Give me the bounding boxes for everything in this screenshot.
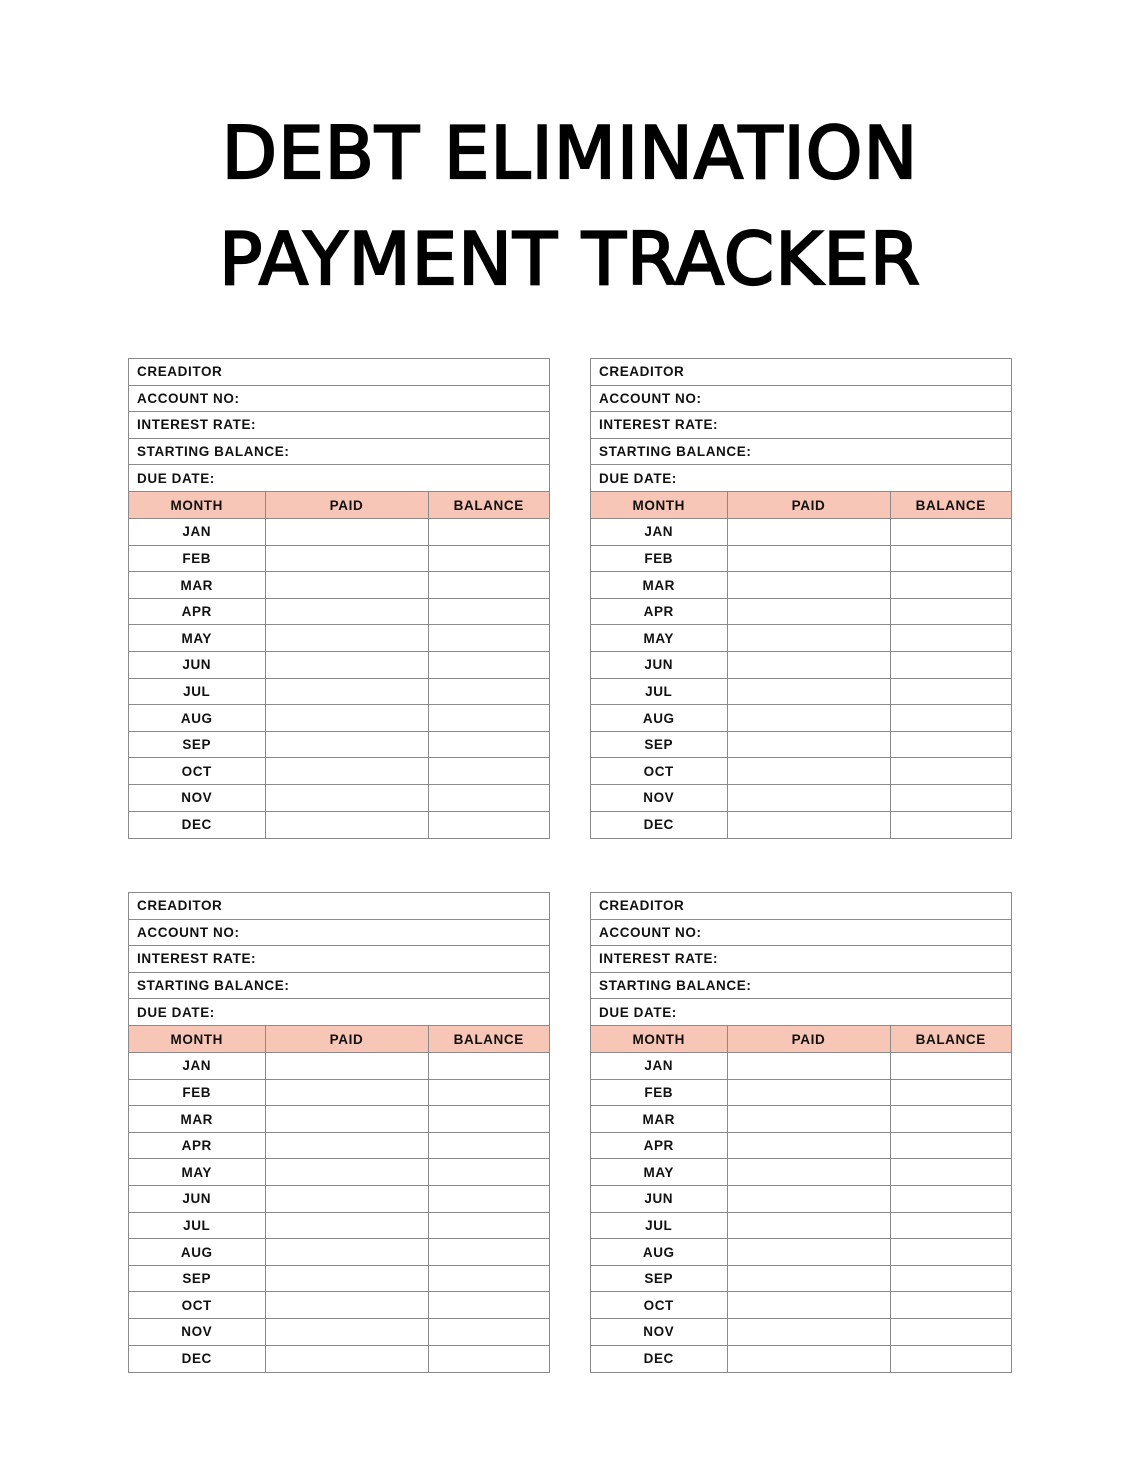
month-cell: MAR <box>129 572 265 599</box>
starting-balance-field[interactable] <box>129 973 549 1000</box>
paid-cell[interactable] <box>265 705 428 732</box>
month-cell: NOV <box>591 1319 727 1346</box>
table-header-row <box>591 492 1011 519</box>
creditor-field-label: CREADITOR <box>599 364 685 380</box>
account-number-field[interactable] <box>129 920 549 947</box>
month-cell: MAY <box>591 1159 727 1186</box>
table-row <box>129 519 549 546</box>
balance-cell[interactable] <box>890 1159 1011 1186</box>
table-row <box>591 1053 1011 1080</box>
table-row <box>591 731 1011 758</box>
account-number-field-label: ACCOUNT NO: <box>137 924 240 940</box>
paid-cell[interactable] <box>265 545 428 572</box>
paid-cell[interactable] <box>265 1132 428 1159</box>
month-cell: AUG <box>129 1239 265 1266</box>
column-header-paid: PAID <box>265 1026 428 1053</box>
paid-cell[interactable] <box>265 1106 428 1133</box>
balance-cell[interactable] <box>890 678 1011 705</box>
paid-cell[interactable] <box>727 785 890 812</box>
column-header-balance: BALANCE <box>428 1026 549 1053</box>
paid-cell[interactable] <box>727 1106 890 1133</box>
table-row <box>591 1106 1011 1133</box>
month-cell: DEC <box>591 811 727 838</box>
interest-rate-field[interactable] <box>129 412 549 439</box>
balance-cell[interactable] <box>890 785 1011 812</box>
table-row <box>129 572 549 599</box>
table-header-row <box>129 492 549 519</box>
table-row <box>591 1159 1011 1186</box>
creditor-field[interactable] <box>591 359 1011 386</box>
balance-cell[interactable] <box>428 1212 549 1239</box>
creditor-field-label: CREADITOR <box>137 364 223 380</box>
paid-cell[interactable] <box>265 1212 428 1239</box>
month-cell: APR <box>129 1132 265 1159</box>
table-row <box>129 1319 549 1346</box>
month-cell: DEC <box>591 1345 727 1372</box>
creditor-field-label: CREADITOR <box>137 898 223 914</box>
month-cell: JAN <box>591 1053 727 1080</box>
table-row <box>129 1345 549 1372</box>
debt-tracker <box>128 892 550 1373</box>
month-cell: NOV <box>129 785 265 812</box>
balance-cell[interactable] <box>890 731 1011 758</box>
paid-cell[interactable] <box>727 625 890 652</box>
balance-cell[interactable] <box>890 1186 1011 1213</box>
interest-rate-field[interactable] <box>591 946 1011 973</box>
table-row <box>591 1319 1011 1346</box>
month-cell: AUG <box>591 705 727 732</box>
month-cell: FEB <box>591 545 727 572</box>
column-header-paid: PAID <box>727 1026 890 1053</box>
table-row <box>591 519 1011 546</box>
paid-cell[interactable] <box>727 1159 890 1186</box>
month-cell: JAN <box>591 519 727 546</box>
starting-balance-field-label: STARTING BALANCE: <box>599 444 752 460</box>
month-cell: MAR <box>129 1106 265 1133</box>
account-number-field[interactable] <box>591 386 1011 413</box>
balance-cell[interactable] <box>428 1186 549 1213</box>
due-date-field-label: DUE DATE: <box>599 1004 677 1020</box>
balance-cell[interactable] <box>890 572 1011 599</box>
paid-cell[interactable] <box>265 1053 428 1080</box>
balance-cell[interactable] <box>890 1106 1011 1133</box>
due-date-field[interactable] <box>591 999 1011 1026</box>
due-date-field-label: DUE DATE: <box>137 470 215 486</box>
balance-cell[interactable] <box>890 758 1011 785</box>
month-cell: DEC <box>129 1345 265 1372</box>
column-header-balance: BALANCE <box>428 492 549 519</box>
paid-cell[interactable] <box>265 731 428 758</box>
paid-cell[interactable] <box>727 705 890 732</box>
balance-cell[interactable] <box>428 1132 549 1159</box>
interest-rate-field-label: INTEREST RATE: <box>137 417 257 433</box>
paid-cell[interactable] <box>727 731 890 758</box>
table-row <box>129 625 549 652</box>
balance-cell[interactable] <box>890 811 1011 838</box>
table-row <box>591 652 1011 679</box>
balance-cell[interactable] <box>428 705 549 732</box>
table-row <box>591 1345 1011 1372</box>
paid-cell[interactable] <box>727 811 890 838</box>
table-row <box>129 785 549 812</box>
month-cell: APR <box>591 598 727 625</box>
balance-cell[interactable] <box>428 1106 549 1133</box>
balance-cell[interactable] <box>428 519 549 546</box>
table-row <box>129 1132 549 1159</box>
table-row <box>591 811 1011 838</box>
balance-cell[interactable] <box>428 731 549 758</box>
paid-cell[interactable] <box>727 1212 890 1239</box>
interest-rate-field-label: INTEREST RATE: <box>599 417 719 433</box>
table-row <box>129 1212 549 1239</box>
starting-balance-field[interactable] <box>591 973 1011 1000</box>
month-cell: SEP <box>129 731 265 758</box>
table-row <box>129 1106 549 1133</box>
balance-cell[interactable] <box>428 1265 549 1292</box>
balance-cell[interactable] <box>890 1319 1011 1346</box>
month-cell: JUL <box>129 1212 265 1239</box>
account-number-field-label: ACCOUNT NO: <box>599 924 702 940</box>
month-cell: NOV <box>591 785 727 812</box>
column-header-paid: PAID <box>265 492 428 519</box>
paid-cell[interactable] <box>265 519 428 546</box>
page-title <box>0 100 1140 312</box>
starting-balance-field[interactable] <box>129 439 549 466</box>
table-row <box>591 1239 1011 1266</box>
interest-rate-field[interactable] <box>591 412 1011 439</box>
balance-cell[interactable] <box>428 1345 549 1372</box>
balance-cell[interactable] <box>890 1292 1011 1319</box>
month-cell: JAN <box>129 519 265 546</box>
month-cell: JUL <box>591 1212 727 1239</box>
column-header-balance: BALANCE <box>890 1026 1011 1053</box>
table-row <box>129 598 549 625</box>
balance-cell[interactable] <box>890 519 1011 546</box>
table-header-row <box>591 1026 1011 1053</box>
account-number-field-label: ACCOUNT NO: <box>137 390 240 406</box>
creditor-field[interactable] <box>129 893 549 920</box>
balance-cell[interactable] <box>428 678 549 705</box>
interest-rate-field-label: INTEREST RATE: <box>137 951 257 967</box>
paid-cell[interactable] <box>265 598 428 625</box>
column-header-month: MONTH <box>129 492 265 519</box>
month-cell: OCT <box>591 758 727 785</box>
paid-cell[interactable] <box>727 1239 890 1266</box>
column-header-balance: BALANCE <box>890 492 1011 519</box>
table-row <box>591 545 1011 572</box>
paid-cell[interactable] <box>265 1186 428 1213</box>
month-cell: NOV <box>129 1319 265 1346</box>
month-cell: FEB <box>591 1079 727 1106</box>
table-row <box>591 1132 1011 1159</box>
month-cell: OCT <box>129 758 265 785</box>
table-row <box>591 705 1011 732</box>
month-cell: JUN <box>129 652 265 679</box>
paid-cell[interactable] <box>727 678 890 705</box>
table-row <box>591 785 1011 812</box>
debt-tracker <box>590 358 1012 839</box>
table-row <box>129 1053 549 1080</box>
balance-cell[interactable] <box>890 598 1011 625</box>
balance-cell[interactable] <box>890 1053 1011 1080</box>
paid-cell[interactable] <box>727 572 890 599</box>
table-row <box>591 572 1011 599</box>
balance-cell[interactable] <box>890 705 1011 732</box>
paid-cell[interactable] <box>727 1319 890 1346</box>
paid-cell[interactable] <box>727 1292 890 1319</box>
balance-cell[interactable] <box>428 598 549 625</box>
column-header-paid: PAID <box>727 492 890 519</box>
table-row <box>129 545 549 572</box>
paid-cell[interactable] <box>265 1079 428 1106</box>
paid-cell[interactable] <box>727 1345 890 1372</box>
month-cell: JUL <box>129 678 265 705</box>
table-row <box>129 678 549 705</box>
balance-cell[interactable] <box>890 1239 1011 1266</box>
payment-table <box>591 1026 1011 1372</box>
table-row <box>129 731 549 758</box>
creditor-field[interactable] <box>129 359 549 386</box>
table-row <box>129 758 549 785</box>
month-cell: MAY <box>591 625 727 652</box>
balance-cell[interactable] <box>890 545 1011 572</box>
payment-table <box>129 1026 549 1372</box>
starting-balance-field-label: STARTING BALANCE: <box>599 978 752 994</box>
due-date-field[interactable] <box>129 999 549 1026</box>
balance-cell[interactable] <box>890 1079 1011 1106</box>
paid-cell[interactable] <box>265 572 428 599</box>
paid-cell[interactable] <box>727 1053 890 1080</box>
paid-cell[interactable] <box>727 519 890 546</box>
balance-cell[interactable] <box>428 1159 549 1186</box>
table-row <box>129 705 549 732</box>
balance-cell[interactable] <box>428 652 549 679</box>
balance-cell[interactable] <box>428 758 549 785</box>
table-row <box>591 625 1011 652</box>
month-cell: APR <box>129 598 265 625</box>
balance-cell[interactable] <box>890 1132 1011 1159</box>
month-cell: JUN <box>129 1186 265 1213</box>
paid-cell[interactable] <box>727 1079 890 1106</box>
table-row <box>591 1292 1011 1319</box>
paid-cell[interactable] <box>265 1292 428 1319</box>
balance-cell[interactable] <box>428 572 549 599</box>
paid-cell[interactable] <box>265 1159 428 1186</box>
balance-cell[interactable] <box>428 1319 549 1346</box>
interest-rate-field[interactable] <box>129 946 549 973</box>
paid-cell[interactable] <box>265 785 428 812</box>
interest-rate-field-label: INTEREST RATE: <box>599 951 719 967</box>
due-date-field[interactable] <box>591 465 1011 492</box>
table-row <box>129 652 549 679</box>
balance-cell[interactable] <box>428 1292 549 1319</box>
table-row <box>129 1239 549 1266</box>
starting-balance-field[interactable] <box>591 439 1011 466</box>
paid-cell[interactable] <box>265 625 428 652</box>
table-row <box>129 1186 549 1213</box>
table-row <box>591 678 1011 705</box>
month-cell: JUN <box>591 652 727 679</box>
table-row <box>591 1079 1011 1106</box>
account-number-field-label: ACCOUNT NO: <box>599 390 702 406</box>
debt-tracker <box>128 358 550 839</box>
due-date-field[interactable] <box>129 465 549 492</box>
due-date-field-label: DUE DATE: <box>599 470 677 486</box>
table-row <box>591 598 1011 625</box>
balance-cell[interactable] <box>890 1345 1011 1372</box>
paid-cell[interactable] <box>265 811 428 838</box>
paid-cell[interactable] <box>727 1265 890 1292</box>
column-header-month: MONTH <box>129 1026 265 1053</box>
paid-cell[interactable] <box>265 1319 428 1346</box>
month-cell: SEP <box>591 1265 727 1292</box>
payment-table <box>591 492 1011 838</box>
account-number-field[interactable] <box>129 386 549 413</box>
month-cell: OCT <box>129 1292 265 1319</box>
paid-cell[interactable] <box>265 1345 428 1372</box>
paid-cell[interactable] <box>727 545 890 572</box>
month-cell: MAY <box>129 1159 265 1186</box>
table-header-row <box>129 1026 549 1053</box>
balance-cell[interactable] <box>428 785 549 812</box>
month-cell: FEB <box>129 545 265 572</box>
table-row <box>129 1159 549 1186</box>
payment-table <box>129 492 549 838</box>
paid-cell[interactable] <box>727 598 890 625</box>
month-cell: SEP <box>129 1265 265 1292</box>
paid-cell[interactable] <box>727 1186 890 1213</box>
paid-cell[interactable] <box>727 1132 890 1159</box>
month-cell: SEP <box>591 731 727 758</box>
due-date-field-label: DUE DATE: <box>137 1004 215 1020</box>
balance-cell[interactable] <box>428 1053 549 1080</box>
balance-cell[interactable] <box>890 652 1011 679</box>
balance-cell[interactable] <box>428 1239 549 1266</box>
month-cell: AUG <box>129 705 265 732</box>
balance-cell[interactable] <box>890 1212 1011 1239</box>
paid-cell[interactable] <box>265 758 428 785</box>
table-row <box>591 1265 1011 1292</box>
balance-cell[interactable] <box>428 811 549 838</box>
column-header-month: MONTH <box>591 492 727 519</box>
table-row <box>591 1186 1011 1213</box>
table-row <box>129 1265 549 1292</box>
title-line-1: DEBT ELIMINATION <box>221 111 919 195</box>
month-cell: OCT <box>591 1292 727 1319</box>
creditor-field-label: CREADITOR <box>599 898 685 914</box>
month-cell: MAR <box>591 1106 727 1133</box>
month-cell: FEB <box>129 1079 265 1106</box>
balance-cell[interactable] <box>428 545 549 572</box>
paid-cell[interactable] <box>727 652 890 679</box>
month-cell: JUL <box>591 678 727 705</box>
balance-cell[interactable] <box>890 1265 1011 1292</box>
month-cell: AUG <box>591 1239 727 1266</box>
table-row <box>591 1212 1011 1239</box>
table-row <box>591 758 1011 785</box>
debt-tracker <box>590 892 1012 1373</box>
month-cell: DEC <box>129 811 265 838</box>
balance-cell[interactable] <box>890 625 1011 652</box>
paid-cell[interactable] <box>265 678 428 705</box>
paid-cell[interactable] <box>265 1265 428 1292</box>
table-row <box>129 1292 549 1319</box>
account-number-field[interactable] <box>591 920 1011 947</box>
column-header-month: MONTH <box>591 1026 727 1053</box>
month-cell: JUN <box>591 1186 727 1213</box>
balance-cell[interactable] <box>428 1079 549 1106</box>
balance-cell[interactable] <box>428 625 549 652</box>
creditor-field[interactable] <box>591 893 1011 920</box>
month-cell: MAY <box>129 625 265 652</box>
month-cell: JAN <box>129 1053 265 1080</box>
paid-cell[interactable] <box>265 1239 428 1266</box>
paid-cell[interactable] <box>265 652 428 679</box>
month-cell: APR <box>591 1132 727 1159</box>
starting-balance-field-label: STARTING BALANCE: <box>137 978 290 994</box>
month-cell: MAR <box>591 572 727 599</box>
starting-balance-field-label: STARTING BALANCE: <box>137 444 290 460</box>
title-line-2: PAYMENT TRACKER <box>219 217 921 301</box>
table-row <box>129 1079 549 1106</box>
table-row <box>129 811 549 838</box>
paid-cell[interactable] <box>727 758 890 785</box>
